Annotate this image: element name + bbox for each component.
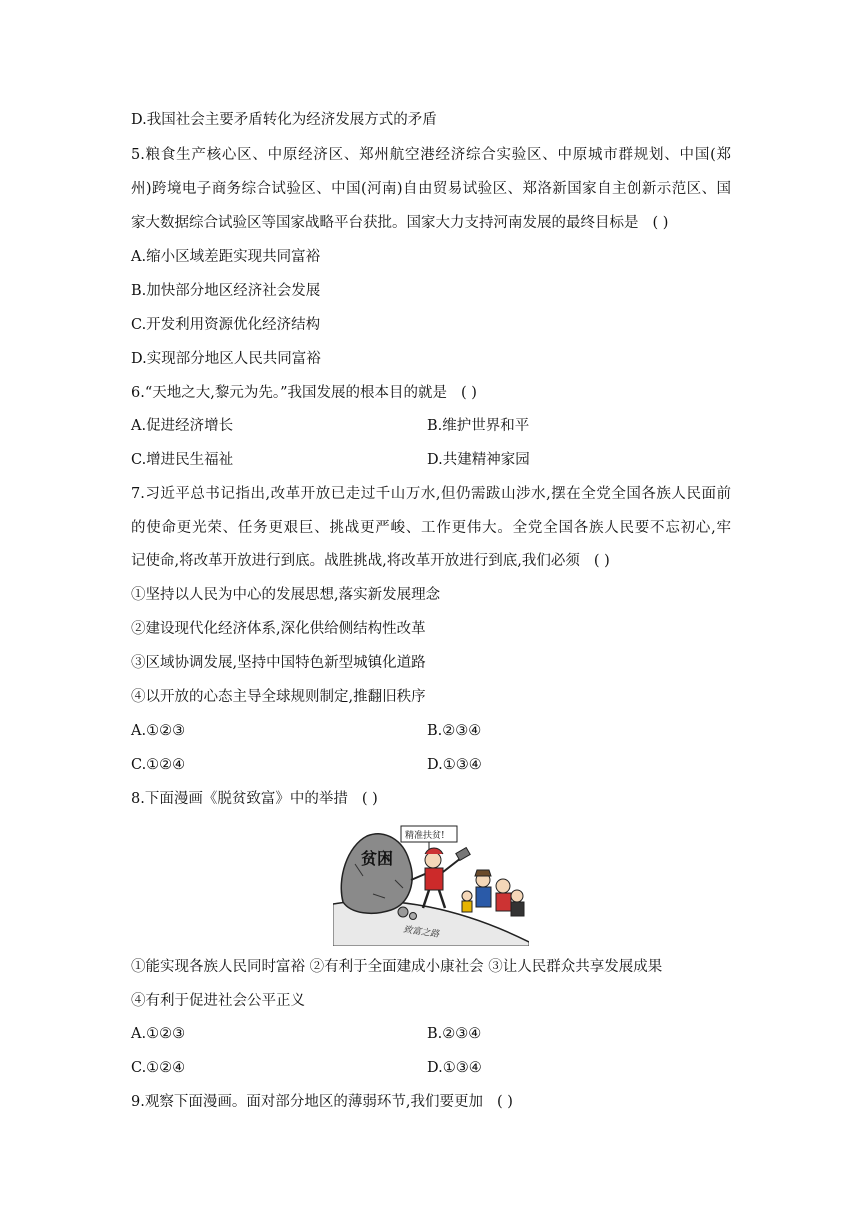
q8-statements-line2: ④有利于促进社会公平正义 — [131, 993, 305, 1009]
q5-stem-line1: 5.粮食生产核心区、中原经济区、郑州航空港经济综合实验区、中原城市群规划、中国(郑 — [131, 147, 731, 163]
q5-option-c: C.开发利用资源优化经济结构 — [131, 317, 321, 333]
q7-option-d: D.①③④ — [427, 757, 482, 773]
q7-statement-3: ③区域协调发展,坚持中国特色新型城镇化道路 — [131, 655, 426, 671]
q7-option-b: B.②③④ — [427, 723, 482, 739]
q9-stem-line — [131, 1092, 513, 1112]
q7-answer-paren: ( ) — [593, 553, 610, 569]
q8-option-b: B.②③④ — [427, 1026, 482, 1042]
q6-option-c: C.增进民生福祉 — [131, 452, 234, 468]
q7-statement-1: ①坚持以人民为中心的发展思想,落实新发展理念 — [131, 587, 441, 603]
q8-stem-line — [131, 789, 378, 809]
q8-option-d: D.①③④ — [427, 1060, 482, 1076]
q5-answer-paren: ( ) — [652, 215, 669, 231]
q5-stem-text: 家大数据综合试验区等国家战略平台获批。国家大力支持河南发展的最终目标是 — [131, 215, 639, 231]
q6-option-b: B.维护世界和平 — [427, 418, 530, 434]
poverty-alleviation-cartoon — [333, 824, 529, 946]
q6-stem-text: 6.“天地之大,黎元为先。”我国发展的根本目的就是 — [131, 385, 448, 401]
cartoon-sign-text: 精准扶贫! — [405, 831, 445, 841]
q6-option-a: A.促进经济增长 — [131, 418, 234, 434]
q6-option-d: D.共建精神家园 — [427, 452, 530, 468]
q5-option-d: D.实现部分地区人民共同富裕 — [131, 351, 321, 367]
q6-stem-line — [131, 383, 477, 403]
q7-stem-line2: 的使命更光荣、任务更艰巨、挑战更严峻、工作更伟大。全党全国各族人民要不忘初心,牢 — [131, 520, 731, 536]
q7-stem-text: 记使命,将改革开放进行到底。战胜挑战,将改革开放进行到底,我们必须 — [131, 553, 580, 569]
cartoon-road-text: 致富之路 — [402, 925, 440, 940]
q8-stem-text: 8.下面漫画《脱贫致富》中的举措 — [131, 791, 348, 807]
q7-stem-line1: 7.习近平总书记指出,改革开放已走过千山万水,但仍需跋山涉水,摆在全党全国各族人民面前 — [131, 486, 731, 502]
cartoon-rock-text: 贫困 — [361, 851, 394, 868]
q6-answer-paren: ( ) — [461, 385, 477, 401]
q7-statement-2: ②建设现代化经济体系,深化供给侧结构性改革 — [131, 621, 426, 637]
q4-option-d: D.我国社会主要矛盾转化为经济发展方式的矛盾 — [131, 112, 437, 128]
q7-statement-4: ④以开放的心态主导全球规则制定,推翻旧秩序 — [131, 689, 426, 705]
q7-option-c: C.①②④ — [131, 757, 186, 773]
q7-option-a: A.①②③ — [131, 723, 186, 739]
q8-answer-paren: ( ) — [361, 791, 378, 807]
q8-statements-line1: ①能实现各族人民同时富裕 ②有利于全面建成小康社会 ③让人民群众共享发展成果 — [131, 959, 663, 975]
q8-option-a: A.①②③ — [131, 1026, 186, 1042]
q9-stem-text: 9.观察下面漫画。面对部分地区的薄弱环节,我们要更加 — [131, 1094, 483, 1110]
q8-option-c: C.①②④ — [131, 1060, 186, 1076]
q7-stem-line3 — [131, 551, 610, 571]
q5-option-b: B.加快部分地区经济社会发展 — [131, 283, 321, 299]
q5-option-a: A.缩小区域差距实现共同富裕 — [131, 249, 321, 265]
q5-stem-line2: 州)跨境电子商务综合试验区、中国(河南)自由贸易试验区、郑洛新国家自主创新示范区、国 — [131, 181, 731, 197]
q9-answer-paren: ( ) — [496, 1094, 513, 1110]
q5-stem-line3 — [131, 213, 668, 233]
